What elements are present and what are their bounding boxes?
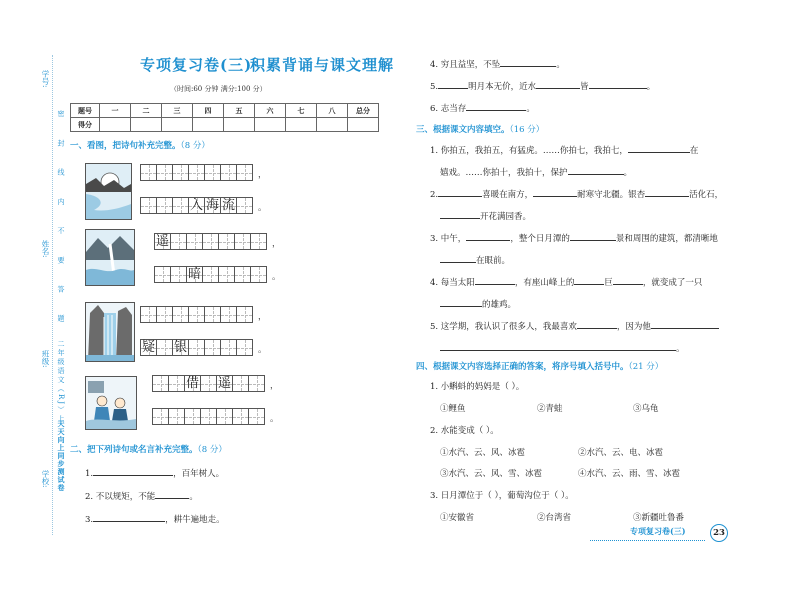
- sunset-river-illustration: [86, 164, 131, 219]
- answer-blank[interactable]: [589, 79, 647, 89]
- poem-row-8-punct: 。: [270, 414, 279, 424]
- grid-cell[interactable]: [204, 164, 221, 181]
- grid-cell[interactable]: [156, 197, 173, 214]
- grid-cell-char: 遥: [155, 234, 169, 249]
- answer-blank[interactable]: [440, 209, 480, 219]
- section2-q4: [430, 57, 565, 70]
- grid-cell[interactable]: [218, 233, 235, 250]
- grid-cell[interactable]: [216, 375, 233, 392]
- answer-blank[interactable]: [466, 101, 526, 111]
- section2-q5: [430, 79, 655, 92]
- score-header-cell: 五: [224, 104, 255, 118]
- section1-heading: [70, 139, 210, 151]
- grid-cell-char: 入: [189, 198, 203, 213]
- q-text: 嬉戏。……你拍十，我拍十，保护: [440, 168, 568, 178]
- poem-grid-row-3[interactable]: [154, 233, 266, 250]
- score-table: [70, 103, 379, 132]
- sidebar-name-label: 姓名:: [41, 240, 50, 258]
- sidebar-id-label: 学号:: [41, 70, 50, 88]
- grid-cell[interactable]: [152, 375, 169, 392]
- section2-q2: [85, 489, 198, 502]
- grid-cell[interactable]: [140, 306, 157, 323]
- grid-cell[interactable]: [236, 197, 253, 214]
- grid-cell[interactable]: [168, 375, 185, 392]
- q-text: 6. 志当存: [430, 104, 467, 114]
- section4-heading-text: 四、根据课文内容选择正确的答案，将序号填入括号中。: [416, 362, 629, 372]
- q-text: ，有座山峰上的: [514, 278, 575, 288]
- picture-shepherd-boy: [85, 376, 137, 430]
- answer-blank[interactable]: [570, 231, 616, 241]
- q-text: 4. 每当太阳: [430, 278, 475, 288]
- score-header-cell: 题号: [71, 104, 100, 118]
- score-header-cell: 总分: [348, 104, 379, 118]
- grid-cell[interactable]: [250, 266, 267, 283]
- section3-q2-line2: [440, 209, 531, 222]
- q-text: 。: [189, 492, 198, 502]
- score-input-cell[interactable]: [286, 118, 317, 132]
- section3-q4-line2: [440, 297, 516, 310]
- section3-q5-line1: [430, 319, 719, 332]
- grid-cell[interactable]: [202, 233, 219, 250]
- section3-q3-line2: [440, 253, 510, 266]
- section3-heading-text: 三、根据课文内容填空。: [416, 125, 510, 135]
- grid-cell[interactable]: [188, 164, 205, 181]
- section4-q1: 1. 小蝌蚪的妈妈是（ ）。: [430, 382, 525, 392]
- grid-cell[interactable]: [218, 266, 235, 283]
- poem-row-1-punct: ，: [258, 170, 267, 180]
- poem-row-6-punct: 。: [258, 345, 267, 355]
- option[interactable]: ④水汽、云、雨、雪、冰雹: [578, 469, 681, 479]
- section2-points: （8 分）: [197, 445, 227, 455]
- poem-grid-row-1[interactable]: [140, 164, 252, 181]
- grid-cell[interactable]: [202, 266, 219, 283]
- sidebar-brand-text: 天天向上同步测试卷: [57, 420, 66, 492]
- q-text: 的雄鸡。: [482, 300, 517, 310]
- q-text: 在: [689, 146, 699, 156]
- q-text: 耐寒守北疆。银杏: [577, 190, 646, 200]
- footer-rule: [590, 540, 705, 541]
- grid-cell[interactable]: [200, 408, 217, 425]
- page-title-b: 积累背诵与课文理解: [250, 56, 395, 74]
- footer-label: 专项复习卷(三): [630, 526, 686, 536]
- q-text: 3. 中午，: [430, 234, 467, 244]
- q-text: 景和周围的建筑，都清晰地: [615, 234, 718, 244]
- poem-grid-row-2[interactable]: [140, 197, 252, 214]
- score-input-cell[interactable]: [100, 118, 131, 132]
- q-text: 1. 你拍五，我拍五，有猛虎。……你拍七，我拍七，: [430, 146, 628, 156]
- q-text: 皆: [580, 82, 589, 92]
- section3-q2-line1: [430, 187, 723, 200]
- grid-cell[interactable]: [204, 306, 221, 323]
- answer-blank[interactable]: [536, 79, 580, 89]
- answer-blank[interactable]: [568, 165, 624, 175]
- answer-blank[interactable]: [438, 187, 482, 197]
- score-header-cell: 三: [162, 104, 193, 118]
- answer-blank[interactable]: [93, 512, 165, 522]
- section3-points: （16 分）: [509, 125, 545, 135]
- section2-q6: [430, 101, 535, 114]
- grid-cell[interactable]: [172, 197, 189, 214]
- q-text: 在眼前。: [476, 256, 511, 266]
- answer-blank[interactable]: [440, 341, 676, 351]
- grid-cell[interactable]: [152, 408, 169, 425]
- grid-cell[interactable]: [204, 197, 221, 214]
- answer-blank[interactable]: [577, 319, 617, 329]
- grid-cell[interactable]: [232, 375, 249, 392]
- grid-cell-char: 遥: [217, 376, 231, 391]
- answer-blank[interactable]: [475, 275, 515, 285]
- score-header-cell: 七: [286, 104, 317, 118]
- q-text: 。: [556, 60, 565, 70]
- poem-row-3-punct: ，: [272, 239, 281, 249]
- poem-row-7-punct: ，: [270, 381, 279, 391]
- answer-blank[interactable]: [155, 489, 189, 499]
- grid-cell-char: 流: [221, 198, 235, 213]
- option[interactable]: ①水汽、云、风、冰雹: [440, 448, 526, 458]
- score-input-cell[interactable]: [224, 118, 255, 132]
- q-text: 2.: [430, 190, 439, 200]
- q-text: 4. 穷且益坚，不坠: [430, 60, 501, 70]
- score-label-cell: 得分: [71, 118, 100, 132]
- shepherd-illustration: [86, 377, 136, 429]
- q-text: 3.: [85, 515, 94, 525]
- section4-points: （21 分）: [628, 362, 664, 372]
- section3-q1-line2: [440, 165, 632, 178]
- sidebar-school-label: 学校:: [41, 470, 50, 488]
- score-input-cell[interactable]: [162, 118, 193, 132]
- grid-cell[interactable]: [232, 408, 249, 425]
- grid-cell[interactable]: [220, 339, 237, 356]
- section1-heading-text: 一、看图，把诗句补充完整。: [70, 141, 181, 151]
- page-title-a: 专项复习卷(三): [140, 56, 253, 74]
- answer-blank[interactable]: [438, 79, 468, 89]
- grid-cell[interactable]: [170, 233, 187, 250]
- poem-grid-row-4[interactable]: [154, 266, 266, 283]
- grid-cell[interactable]: [172, 164, 189, 181]
- poem-grid-row-5[interactable]: [140, 306, 252, 323]
- grid-cell[interactable]: [172, 306, 189, 323]
- option[interactable]: ②水汽、云、电、冰雹: [578, 448, 664, 458]
- answer-blank[interactable]: [628, 143, 690, 153]
- section4-heading: [416, 360, 663, 372]
- option[interactable]: ①鲤鱼: [440, 404, 466, 414]
- grid-cell[interactable]: [184, 375, 201, 392]
- section3-q5-line2: [440, 341, 685, 354]
- poem-grid-row-6[interactable]: [140, 339, 252, 356]
- q-text: 5.: [430, 82, 439, 92]
- grid-cell-char: 暗: [187, 267, 201, 282]
- option[interactable]: ①安徽省: [440, 513, 475, 523]
- sidebar-grade-text: 二年级语文（RJ）上: [57, 340, 65, 425]
- grid-cell[interactable]: [234, 233, 251, 250]
- q-text: ，因为他: [616, 322, 651, 332]
- grid-cell[interactable]: [200, 375, 217, 392]
- score-header-cell: 一: [100, 104, 131, 118]
- answer-blank[interactable]: [645, 187, 689, 197]
- grid-cell[interactable]: [220, 164, 237, 181]
- score-header-cell: 六: [255, 104, 286, 118]
- section2-q3: [85, 512, 225, 525]
- grid-cell-char: 海: [205, 198, 219, 213]
- grid-cell[interactable]: [156, 339, 173, 356]
- grid-cell[interactable]: [220, 197, 237, 214]
- answer-blank[interactable]: [500, 57, 556, 67]
- poem-row-4-punct: 。: [272, 272, 281, 282]
- q-text: ，耕牛遍地走。: [165, 515, 225, 525]
- grid-cell-char: 银: [173, 340, 187, 355]
- option[interactable]: ②台湾省: [537, 513, 572, 523]
- section2-q1: [85, 466, 224, 479]
- section3-heading: [416, 123, 544, 135]
- answer-blank[interactable]: [440, 253, 476, 263]
- grid-cell[interactable]: [220, 306, 237, 323]
- answer-blank[interactable]: [93, 466, 173, 476]
- section4-q3: 3. 日月潭位于（ ），葡萄沟位于（ ）。: [430, 491, 574, 501]
- grid-cell[interactable]: [156, 164, 173, 181]
- picture-waterfall: [85, 302, 135, 362]
- q-text: 明月本无价，近水: [468, 82, 537, 92]
- grid-cell[interactable]: [248, 408, 265, 425]
- grid-cell[interactable]: [140, 197, 157, 214]
- answer-blank[interactable]: [613, 275, 643, 285]
- score-input-cell[interactable]: [317, 118, 348, 132]
- poem-row-5-punct: ，: [258, 312, 267, 322]
- grid-cell[interactable]: [186, 233, 203, 250]
- grid-cell[interactable]: [140, 164, 157, 181]
- picture-mountain-waterfall: [85, 229, 135, 286]
- grid-cell[interactable]: [140, 339, 157, 356]
- grid-cell[interactable]: [184, 408, 201, 425]
- section1-points: （8 分）: [180, 141, 210, 151]
- score-input-cell[interactable]: [348, 118, 379, 132]
- grid-cell[interactable]: [188, 197, 205, 214]
- q-text: ，整个日月潭的: [510, 234, 570, 244]
- q-text: 。: [676, 344, 685, 354]
- poem-row-2-punct: 。: [258, 203, 267, 213]
- poem-grid-row-8[interactable]: [152, 408, 264, 425]
- answer-blank[interactable]: [533, 187, 577, 197]
- section4-q2: 2. 水能变成（ ）。: [430, 426, 499, 436]
- section2-heading: [70, 443, 227, 455]
- grid-cell[interactable]: [248, 375, 265, 392]
- grid-cell-char: 疑: [141, 340, 155, 355]
- q-text: 喜暖在南方，: [482, 190, 534, 200]
- score-input-cell[interactable]: [193, 118, 224, 132]
- picture-sunset-river: [85, 163, 132, 220]
- grid-cell[interactable]: [236, 306, 253, 323]
- q-text: 2. 不以规矩，不能: [85, 492, 156, 502]
- answer-blank[interactable]: [466, 231, 510, 241]
- page-number: 23: [710, 524, 728, 542]
- grid-cell[interactable]: [172, 339, 189, 356]
- score-header-cell: 八: [317, 104, 348, 118]
- sidebar-class-label: 班级:: [41, 350, 50, 368]
- grid-cell[interactable]: [204, 339, 221, 356]
- mountain-illustration: [86, 230, 134, 285]
- grid-cell-char: 借: [185, 376, 199, 391]
- grid-cell[interactable]: [236, 339, 253, 356]
- section3-q1-line1: [430, 143, 698, 156]
- sidebar-seal-text: 密 封 线 内 不 要 答 题: [57, 110, 65, 332]
- grid-cell[interactable]: [250, 233, 267, 250]
- grid-cell[interactable]: [156, 306, 173, 323]
- q-text: 巨: [604, 278, 613, 288]
- section3-q3-line1: [430, 231, 718, 244]
- q-text: 。: [623, 168, 633, 178]
- q-text: 1.: [85, 469, 94, 479]
- poem-grid-row-7[interactable]: [152, 375, 264, 392]
- grid-cell[interactable]: [186, 266, 203, 283]
- option[interactable]: ②青蛙: [537, 404, 563, 414]
- option[interactable]: ③水汽、云、风、雪、冰雹: [440, 469, 543, 479]
- score-header-cell: 二: [131, 104, 162, 118]
- section2-heading-text: 二、把下列诗句或名言补充完整。: [70, 445, 198, 455]
- grid-cell[interactable]: [168, 408, 185, 425]
- q-text: ，就变成了一只: [642, 278, 703, 288]
- q-text: 。: [646, 82, 656, 92]
- grid-cell[interactable]: [154, 266, 171, 283]
- q-text: 活化石，: [689, 190, 724, 200]
- answer-blank[interactable]: [651, 319, 719, 329]
- q-text: 5. 这学期，我认识了很多人，我最喜欢: [430, 322, 577, 332]
- answer-blank[interactable]: [440, 297, 482, 307]
- grid-cell[interactable]: [216, 408, 233, 425]
- q-text: ，百年树人。: [173, 469, 225, 479]
- grid-cell[interactable]: [188, 306, 205, 323]
- option[interactable]: ③乌龟: [633, 404, 659, 414]
- grid-cell[interactable]: [170, 266, 187, 283]
- page-subtitle: （时间:60 分钟 满分:100 分）: [170, 85, 267, 93]
- binding-line: [52, 55, 53, 535]
- option[interactable]: ③新疆吐鲁番: [633, 513, 685, 523]
- q-text: 。: [526, 104, 535, 114]
- grid-cell[interactable]: [234, 266, 251, 283]
- score-input-cell[interactable]: [131, 118, 162, 132]
- section3-q4-line1: [430, 275, 702, 288]
- score-header-cell: 四: [193, 104, 224, 118]
- grid-cell[interactable]: [236, 164, 253, 181]
- score-input-cell[interactable]: [255, 118, 286, 132]
- waterfall-illustration: [86, 303, 134, 361]
- grid-cell[interactable]: [154, 233, 171, 250]
- answer-blank[interactable]: [574, 275, 604, 285]
- grid-cell[interactable]: [188, 339, 205, 356]
- q-text: 开花满园香。: [480, 212, 532, 222]
